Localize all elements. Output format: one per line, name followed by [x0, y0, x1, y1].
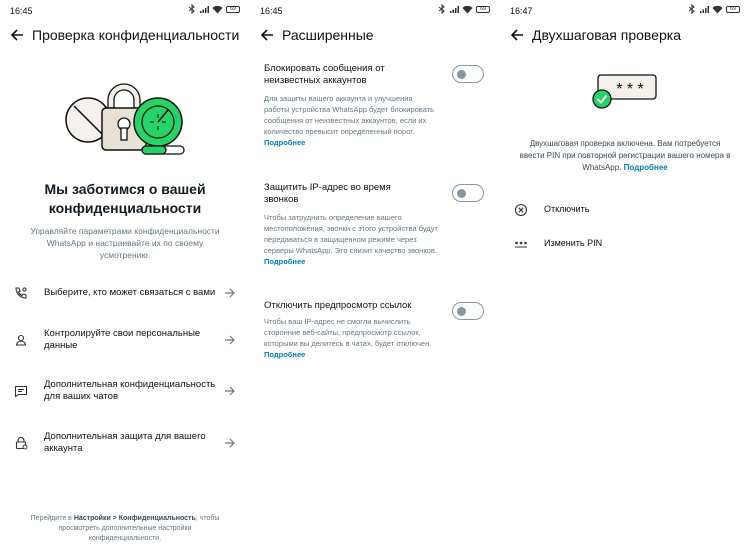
learn-more-link[interactable]: Подробнее [623, 163, 668, 172]
bluetooth-icon [438, 4, 446, 14]
menu-item-account-protection[interactable] [0, 423, 250, 463]
page-title: Расширенные [282, 27, 374, 43]
two-step-verification-screen [500, 0, 750, 556]
setting-disable-link-previews [264, 300, 486, 360]
close-circle-icon [514, 203, 528, 217]
status-time: 16:45 [10, 6, 33, 16]
battery-icon: 69 [226, 6, 240, 13]
privacy-subtitle: Управляйте параметрами конфиденциальности WhatsApp и настраивайте их по своему усмотрению. [30, 226, 220, 260]
arrow-right-icon [224, 334, 236, 346]
wifi-icon [462, 5, 473, 14]
setting-protect-ip-calls [264, 182, 486, 267]
protect-ip-toggle[interactable] [452, 184, 484, 202]
phone-contacts-icon [14, 286, 28, 300]
signal-icon [449, 5, 459, 14]
page-title: Проверка конфиденциальности [32, 27, 240, 43]
lock-icon [14, 436, 28, 450]
description-text: Чтобы затруднить определение вашего местоположения, звонки с этого устройства будут передаваться в защищенном режиме через серверы WhatsApp. Это снизит качество звонков. [264, 213, 438, 255]
toggle-knob [457, 70, 466, 79]
learn-more-link[interactable]: Подробнее [264, 350, 306, 359]
privacy-illustration-icon [62, 78, 188, 160]
learn-more-link[interactable]: Подробнее [264, 257, 306, 266]
back-arrow-icon[interactable] [8, 26, 26, 44]
bluetooth-icon [688, 4, 696, 14]
disable-two-step-button[interactable] [500, 198, 750, 222]
back-arrow-icon[interactable] [508, 26, 526, 44]
description-text: Для защиты вашего аккаунта и улучшения работы устройства WhatsApp будет блокировать сообщения от неизвестных аккаунтов, если их количество превысит определенный порог. [264, 94, 435, 136]
setting-description [264, 212, 440, 267]
signal-icon [199, 5, 209, 14]
chat-privacy-icon [14, 384, 28, 398]
bluetooth-icon [188, 4, 196, 14]
arrow-right-icon [224, 437, 236, 449]
pin-protected-illustration-icon [590, 73, 660, 113]
signal-icon [699, 5, 709, 14]
wifi-icon [712, 5, 723, 14]
block-unknown-toggle[interactable] [452, 65, 484, 83]
setting-description [264, 93, 440, 148]
setting-block-unknown-accounts [264, 63, 486, 148]
advanced-settings-screen [250, 0, 500, 556]
setting-title: Отключить предпросмотр ссылок [264, 300, 412, 311]
setting-description [264, 316, 440, 360]
privacy-heading: Мы заботимся о вашей конфиденциальности [44, 181, 206, 216]
person-icon [14, 333, 28, 347]
status-bar [0, 0, 250, 22]
arrow-right-icon [224, 385, 236, 397]
status-time: 16:47 [510, 6, 533, 16]
privacy-checkup-screen [0, 0, 250, 556]
pin-dots-icon [514, 237, 528, 251]
info-text: Двухшаговая проверка включена. Вам потребуется ввести PIN при повторной регистрации вашего номера в WhatsApp. [519, 139, 731, 172]
toggle-knob [457, 307, 466, 316]
status-bar [500, 0, 750, 22]
toggle-knob [457, 189, 466, 198]
back-arrow-icon[interactable] [258, 26, 276, 44]
two-step-info [518, 138, 732, 174]
privacy-footer-note [26, 514, 224, 544]
menu-item-chat-privacy[interactable] [0, 371, 250, 411]
setting-title: Блокировать сообщения от неизвестных аккаунтов [264, 63, 385, 86]
menu-item-label: Выберите, кто может связаться с вами [44, 287, 216, 298]
battery-icon: 69 [476, 6, 490, 13]
change-pin-button[interactable] [500, 232, 750, 256]
menu-item-contacts[interactable] [0, 273, 250, 313]
menu-item-label: Контролируйте свои персональные данные [44, 328, 201, 351]
footer-suffix: , чтобы просмотреть дополнительные настройки конфиденциальности. [58, 515, 220, 542]
settings-path-link[interactable]: Настройки > Конфиденциальность [73, 515, 196, 522]
battery-icon: 69 [726, 6, 740, 13]
learn-more-link[interactable]: Подробнее [264, 138, 306, 147]
page-title: Двухшаговая проверка [532, 27, 681, 43]
pin-mask-text: * * * [616, 81, 644, 98]
description-text: Чтобы ваш IP-адрес не смогли вычислить сторонние веб-сайты, предпросмотр ссылок, которыми вы делитесь в чатах, будет отключен. [264, 317, 432, 348]
setting-title: Защитить IP-адрес во время звонков [264, 182, 391, 205]
status-time: 16:45 [260, 6, 283, 16]
arrow-right-icon [224, 287, 236, 299]
action-label: Изменить PIN [544, 238, 603, 248]
menu-item-label: Дополнительная конфиденциальность для ваших чатов [44, 379, 216, 402]
action-label: Отключить [544, 204, 590, 214]
menu-item-personal-data[interactable] [0, 320, 250, 360]
menu-item-label: Дополнительная защита для вашего аккаунта [44, 431, 206, 454]
footer-prefix: Перейдите в [30, 515, 74, 522]
link-preview-toggle[interactable] [452, 302, 484, 320]
status-bar [250, 0, 500, 22]
wifi-icon [212, 5, 223, 14]
